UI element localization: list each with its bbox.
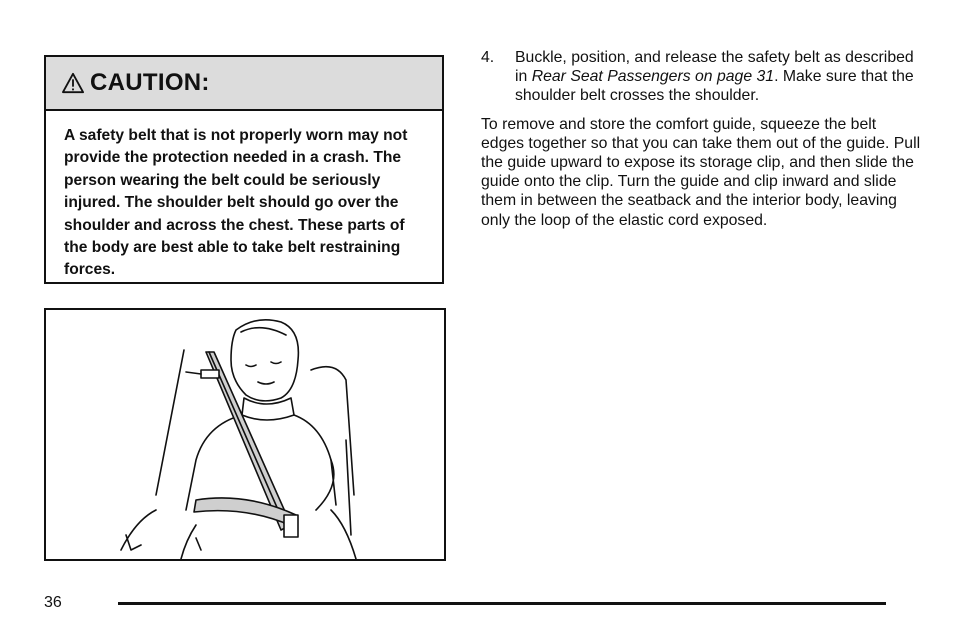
step-4 bbox=[481, 48, 921, 106]
footer-rule bbox=[118, 602, 886, 605]
cross-reference-link[interactable]: Rear Seat Passengers on page 31 bbox=[531, 68, 775, 86]
page-number: 36 bbox=[44, 594, 62, 611]
body-paragraph: To remove and store the comfort guide, squeeze the belt edges together so that you can take them out of the guide. Pull the guide upward to expose its storage clip, and then slide the guide onto the clip. Turn the guide and clip inward and slide them in between the seatback and the interior body, leaving only the loop of the elastic cord exposed. bbox=[481, 115, 921, 229]
step-text bbox=[515, 48, 921, 106]
caution-title: CAUTION: bbox=[90, 69, 210, 96]
child-in-safety-belt-illustration bbox=[44, 308, 446, 561]
step-number: 4. bbox=[481, 49, 495, 66]
caution-header bbox=[46, 57, 442, 111]
caution-triangle-icon bbox=[62, 72, 84, 94]
caution-text: A safety belt that is not properly worn may not provide the protection needed in a crash. The person wearing the belt could be seriously injured. The shoulder belt should go over the shoulder and across the chest. These parts of the body are best able to take belt restraining forces. bbox=[64, 127, 408, 279]
step-text-before: Buckle, position, and release the safety belt as described in bbox=[515, 49, 914, 86]
right-column bbox=[481, 48, 921, 230]
caution-box bbox=[44, 55, 444, 284]
step-text-after: . Make sure that the shoulder belt crosses the shoulder. bbox=[515, 68, 914, 105]
